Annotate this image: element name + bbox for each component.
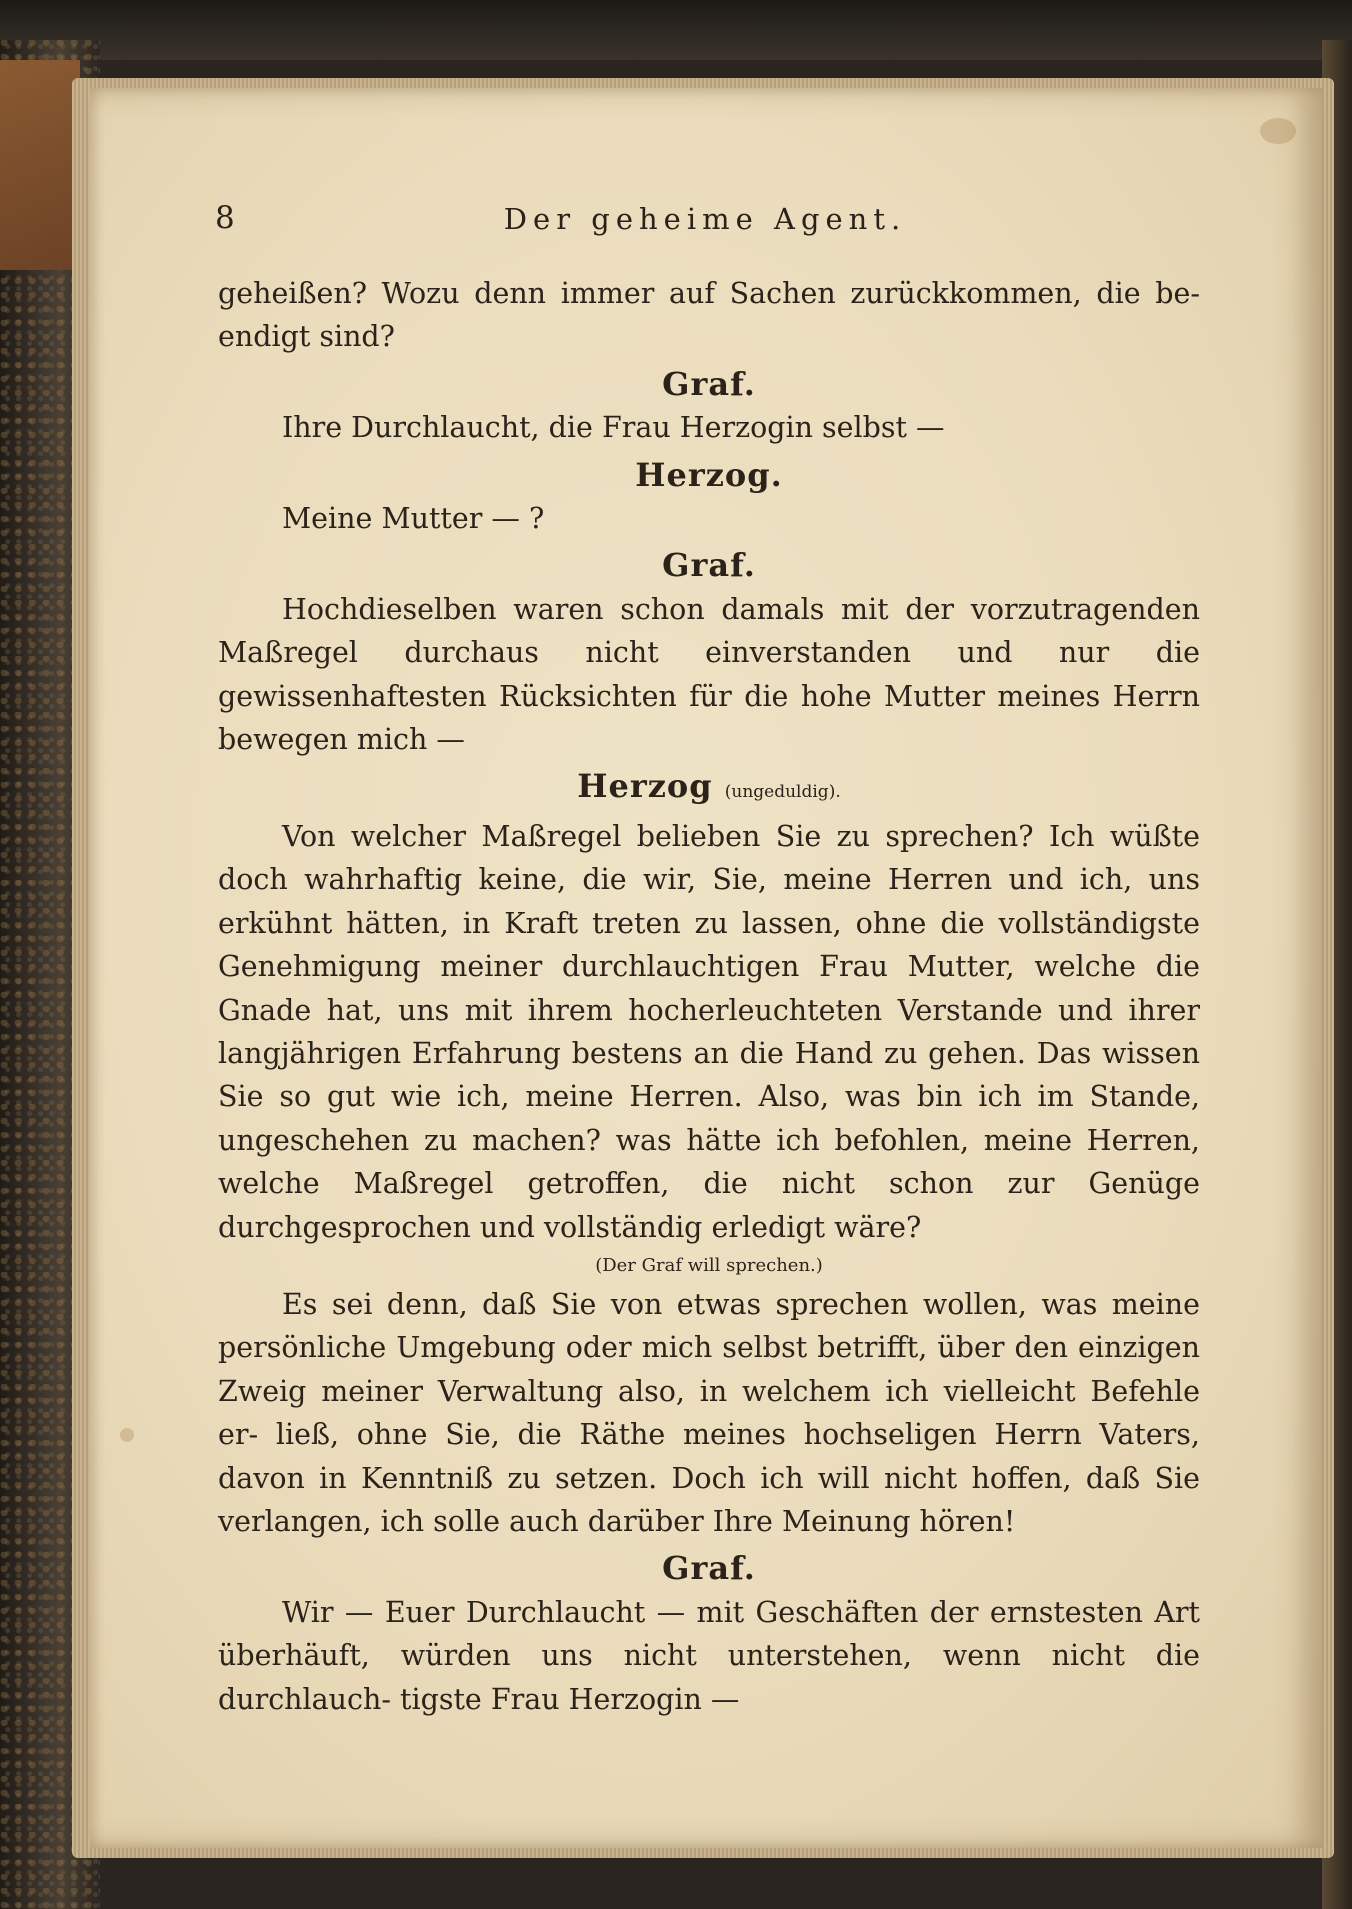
page-number: 8 bbox=[215, 200, 235, 236]
paragraph: geheißen? Wozu denn immer auf Sachen zurückkommen, die be- endigt sind? bbox=[218, 277, 1200, 354]
dialogue-line: Es sei denn, daß Sie von etwas sprechen wollen, was meine persönliche Umgebung oder mich selbst betrifft, über den einzigen Zweig meiner Verwaltung also, in welchem ich vielleicht Befehle er- ließ, ohne Sie, die Räthe meines hochseligen Herrn Vaters, davon in Kenntniß zu setzen. Doch ich will nicht hoffen, daß Sie verlangen, ich solle auch darüber Ihre Meinung hören! bbox=[218, 1287, 1200, 1538]
stage-direction: (ungeduldig). bbox=[724, 782, 841, 803]
speaker-name: Herzog. bbox=[635, 455, 783, 494]
page-header bbox=[215, 200, 1195, 244]
speaker-name: Herzog bbox=[577, 767, 713, 806]
speaker-name: Graf. bbox=[662, 1549, 756, 1588]
leather-corner bbox=[0, 60, 80, 270]
speaker-heading bbox=[218, 765, 1200, 814]
book-cover-top bbox=[0, 0, 1352, 60]
dialogue-line: Hochdieselben waren schon damals mit der vorzutragenden Maßregel durchaus nicht einverstanden und nur die gewissenhaftesten Rücksichten für die hohe Mutter meines Herrn bewegen mich — bbox=[218, 592, 1200, 757]
dialogue-line: Wir — Euer Durchlaucht — mit Geschäften der ernstesten Art überhäuft, würden uns nicht unterstehen, wenn nicht die durchlauch- tigste Frau Herzogin — bbox=[218, 1595, 1200, 1716]
paper-stain bbox=[120, 1428, 134, 1442]
running-title: Der geheime Agent. bbox=[503, 202, 907, 236]
page-text bbox=[218, 272, 1200, 1721]
speaker-name: Graf. bbox=[662, 546, 756, 585]
stage-direction: (Der Graf will sprechen.) bbox=[595, 1254, 823, 1276]
speaker-name: Graf. bbox=[662, 364, 756, 403]
dialogue-line: Ihre Durchlaucht, die Frau Herzogin selbst — bbox=[282, 411, 945, 445]
dialogue-line: Meine Mutter — ? bbox=[282, 502, 545, 536]
dialogue-line: Von welcher Maßregel belieben Sie zu sprechen? Ich wüßte doch wahrhaftig keine, die wir, Sie, meine Herren und ich, uns erkühnt hätten, in Kraft treten zu lassen, ohne die vollständigste Genehmigung meiner durchlauchtigen Frau Mutter, welche die Gnade hat, uns mit ihrem hocherleuchteten Verstande und ihrer langjährigen Erfahrung bestens an die Hand zu gehen. Das wissen Sie so gut wie ich, meine Herren. Also, was bin ich im Stande, ungeschehen zu machen? was hätte ich befohlen, meine Herren, welche Maßregel getroffen, die nicht schon zur Genüge durchgesprochen und vollständig erledigt wäre? bbox=[218, 819, 1200, 1244]
paper-stain bbox=[1260, 118, 1296, 144]
